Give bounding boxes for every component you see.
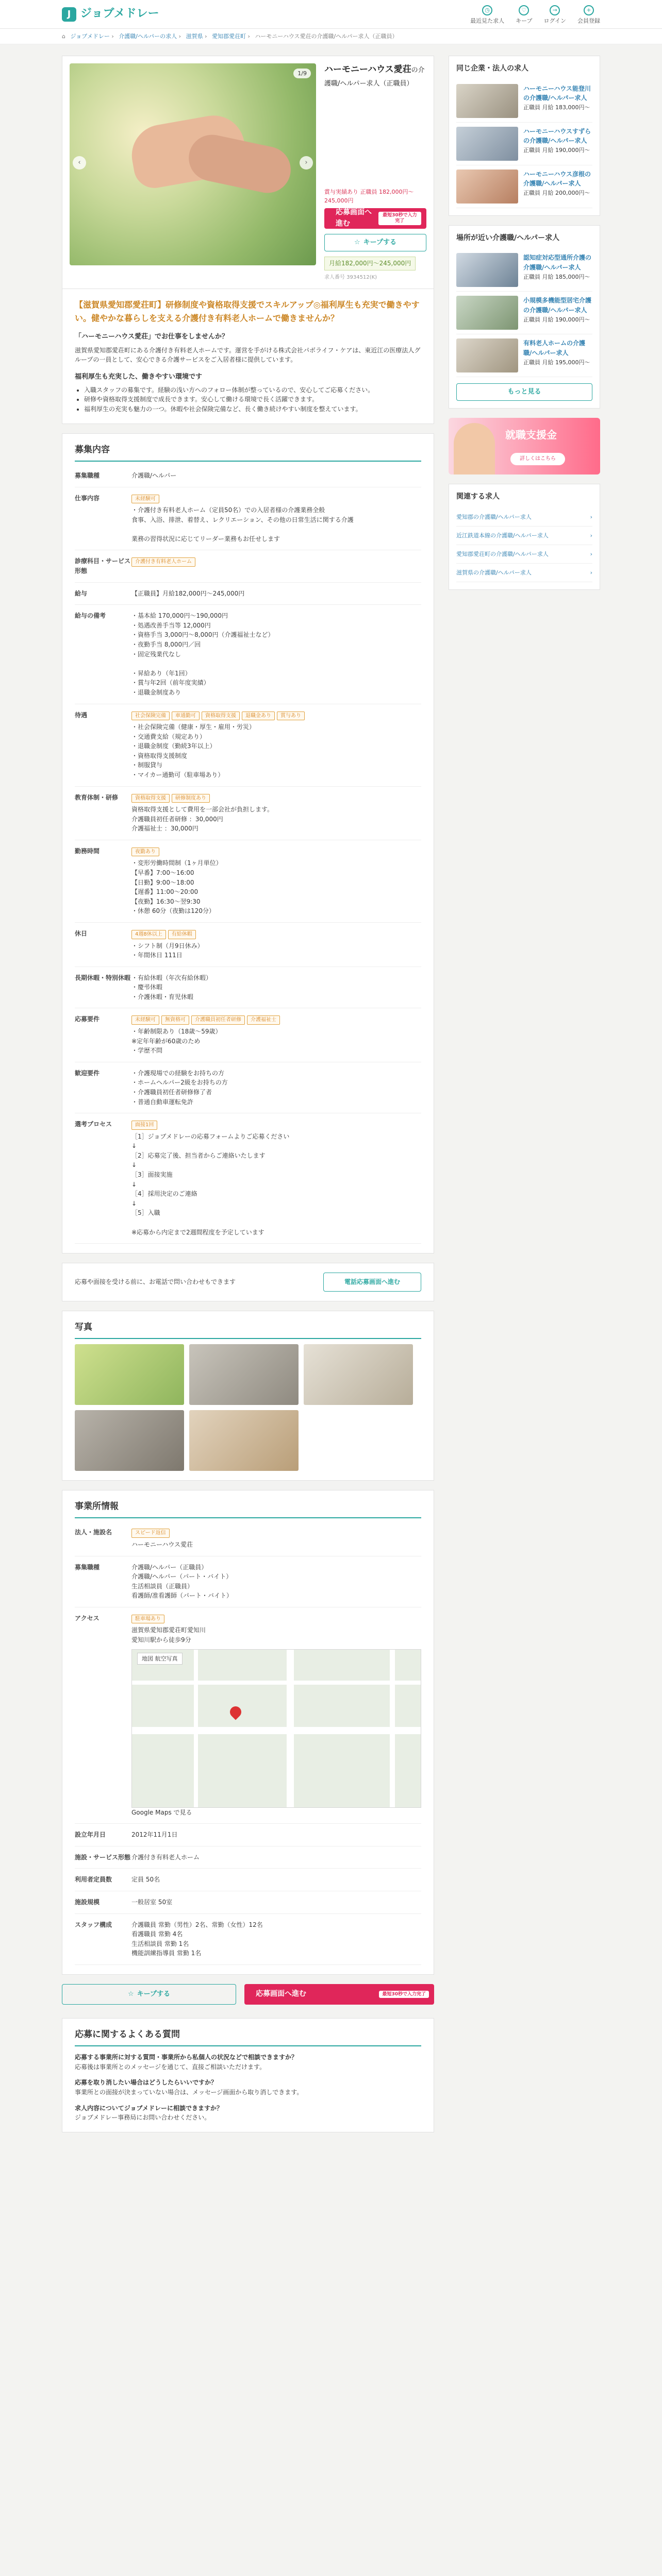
content (0, 44, 662, 2132)
access-map[interactable] (131, 1649, 421, 1808)
breadcrumb-item[interactable]: 愛知郡愛荘町 (211, 33, 246, 40)
related-link-label: 近江鉄道本線の介護職/ヘルパー求人 (456, 532, 549, 539)
recruit-row-text: ・基本給 170,000円〜190,000円 ・処遇改善手当等 12,000円 ・資格手当 3,000円〜8,000円（介護福祉士など） ・夜勤手当 8,000円／回 ・固定残業代なし ・昇給あり（年1回） ・賞与年2回（前年度実績） ・退職金制度あり (131, 612, 274, 697)
recruit-row-value (131, 793, 421, 834)
clock-icon: ◷ (482, 5, 492, 15)
logo-text: ジョブメドレー (80, 7, 159, 21)
map-type-toggle[interactable]: 地図 航空写真 (137, 1653, 183, 1665)
faq-section (62, 2018, 434, 2132)
user-icon: + (584, 5, 594, 15)
faq-answer: 事業所との面接が決まっていない場合は、メッセージ画面から取り消しできます。 (75, 2089, 303, 2096)
section-title: 募集内容 (75, 443, 421, 462)
office-row-text: 介護付き有料老人ホーム (131, 1853, 200, 1861)
feature-tag: 賞与あり (277, 711, 305, 721)
recruit-row-label: 勤務時間 (75, 847, 100, 855)
nav-keep[interactable] (516, 5, 532, 25)
nav-register[interactable] (577, 5, 600, 25)
faq-answer: 応募後は事業所とのメッセージを通じて、直接ご相談いただけます。 (75, 2063, 266, 2071)
side-job-item[interactable] (456, 292, 592, 334)
phone-apply-button[interactable]: 電話応募画面へ進む (323, 1273, 421, 1292)
feature-tag: 社会保険完備 (131, 711, 170, 721)
intro-bullet: • 研修や資格取得支援制度で成長できます。安心して働ける環境で長く活躍できます。 (84, 395, 421, 404)
recruit-row-label: 給与の備考 (75, 612, 106, 620)
keep-button-label: キープする (137, 1990, 170, 1998)
office-row-label: 設立年月日 (75, 1831, 106, 1839)
side-job-text (523, 170, 592, 204)
photo-thumbnail[interactable] (189, 1344, 299, 1405)
side-job-title[interactable]: 小規模多機能型居宅介護の介護職/ヘルパー求人 (523, 297, 592, 314)
nav-login-label: ログイン (543, 18, 566, 24)
section-title: 写真 (75, 1320, 421, 1339)
recruit-row-label: 選考プロセス (75, 1121, 112, 1128)
side-job-thumb (456, 84, 518, 118)
banner-title: 就職支援金 (505, 429, 557, 442)
salary-note: 賞与実績あり 正職員 182,000円〜245,000円 (324, 189, 414, 205)
recruit-table (75, 465, 421, 1244)
recruit-row-text: 資格取得支援として費用を一部会社が負担します。 介護職員初任者研修 ：30,000円 介護福祉士 ：30,000円 (131, 806, 274, 833)
tag-list (131, 710, 421, 723)
facility-name: ハーモニーハウス愛荘 (324, 64, 411, 75)
intro-subheading: 「ハーモニーハウス愛荘」でお仕事をしませんか？ (75, 333, 228, 341)
intro-bullet: • 福利厚生の充実も魅力の一つ。休暇や社会保険完備など、長く働き続けやすい制度を整えています。 (84, 404, 421, 414)
job-title (324, 63, 426, 90)
recruit-row-label: 給与 (75, 589, 88, 597)
office-row-label: 利用者定員数 (75, 1876, 112, 1884)
office-row (75, 1869, 421, 1891)
office-row-text: 滋賀県愛知郡愛荘町愛知川 愛知川駅から徒歩9分 (131, 1626, 206, 1644)
tag-list (131, 846, 421, 859)
photos-section (62, 1311, 434, 1481)
login-icon: → (550, 5, 560, 15)
faq-question: 応募する事業所に対する質問・事業所から私個人の状況などで相談できますか？ (75, 2054, 298, 2061)
phone-apply-bar (62, 1263, 434, 1301)
nearby-jobs (449, 225, 600, 409)
nearby-job-list (456, 249, 592, 377)
side-job-meta: 正職員 月給 195,000円〜 (523, 359, 590, 366)
photo-counter: 1/9 (293, 69, 311, 78)
side-job-item[interactable] (456, 123, 592, 165)
recruit-row-text: ［1］ジョブメドレーの応募フォームよりご応募ください ↓ ［2］応募完了後、担当者からご連絡いたします ↓ ［3］面接実施 ↓ ［4］採用決定のご連絡 ↓ ［5］入職 ※応募から内定まで2週間程度を予定しています (131, 1132, 290, 1236)
side-job-meta: 正職員 月給 190,000円〜 (523, 146, 590, 154)
same-company-jobs (449, 56, 600, 216)
office-row-label: 募集職種 (75, 1563, 100, 1571)
photo-thumbnail[interactable] (189, 1410, 299, 1471)
photo-hand (185, 130, 295, 197)
feature-tag: 無資格可 (161, 1015, 189, 1025)
recruit-row-text: ・変形労働時間制（1ヶ月単位） 【早番】7:00〜16:00 【日勤】9:00〜18:00 【遅番】11:00〜20:00 【夜勤】16:30〜翌9:30 ・休憩 60分（夜勤は120分） (131, 859, 222, 915)
office-row-text: 介護職員 常勤（男性）2名、常勤（女性）12名 看護職員 常勤 4名 生活相談員 常勤 1名 機能訓練指導員 常勤 1名 (131, 1921, 263, 1957)
keep-button[interactable] (324, 234, 426, 251)
related-link-label: 愛知郡愛荘町の介護職/ヘルパー求人 (456, 551, 549, 558)
star-icon: ☆ (127, 1990, 134, 1998)
office-row-label: 施設・サービス形態 (75, 1853, 131, 1861)
office-row-text: 2012年11月1日 (131, 1831, 178, 1839)
chevron-right-icon: › (590, 532, 592, 539)
job-intro (62, 289, 434, 423)
recruit-row-value (131, 556, 421, 575)
office-row-value (131, 1875, 421, 1885)
map-pin-icon (227, 1704, 243, 1720)
main-column (62, 56, 434, 2132)
sidebar-title: 関連する求人 (456, 493, 500, 501)
side-job-item[interactable] (456, 334, 592, 377)
home-icon[interactable]: ⌂ (62, 33, 65, 40)
side-job-title[interactable]: ハーモニーハウス彦根の介護職/ヘルパー求人 (523, 170, 591, 188)
recruit-row-text: ・有給休暇（年次有給休暇） ・慶弔休暇 ・介護休暇・育児休暇 (131, 974, 212, 1001)
recruit-row-value (131, 846, 421, 916)
side-job-title[interactable]: 有料老人ホームの介護職/ヘルパー求人 (523, 340, 586, 357)
nav-keep-label: キープ (516, 18, 533, 24)
recruit-row-label: 休日 (75, 930, 88, 938)
sidebar-title: 場所が近い介護職/ヘルパー求人 (456, 233, 560, 242)
feature-tag: 介護付き有料老人ホーム (131, 557, 195, 567)
recruit-row-label: 教育体制・研修 (75, 793, 119, 801)
office-row-value (131, 1563, 421, 1601)
side-job-thumb (456, 127, 518, 161)
side-job-meta: 正職員 月給 190,000円〜 (523, 316, 590, 323)
recruit-row (75, 1113, 421, 1244)
side-job-text (523, 338, 592, 372)
breadcrumb-current: ハーモニーハウス愛荘の介護職/ヘルパー求人（正職員） (255, 33, 398, 40)
office-row-text: 一般居室 50室 (131, 1898, 173, 1906)
office-row-value (131, 1897, 421, 1907)
sidebar-title: 同じ企業・法人の求人 (456, 64, 528, 73)
recruit-row-label: 募集職種 (75, 472, 100, 480)
side-job-meta: 正職員 月給 200,000円〜 (523, 189, 590, 196)
side-job-title[interactable]: 認知症対応型通所介護の介護職/ヘルパー求人 (523, 254, 592, 272)
recruit-row (75, 787, 421, 840)
feature-tag: 未経験可 (131, 495, 159, 504)
site-header (0, 0, 662, 29)
office-section (62, 1490, 434, 1975)
nav-login[interactable] (544, 5, 566, 25)
same-job-list (456, 80, 592, 208)
faq-question: 応募を取り消したい場合はどうしたらいいですか？ (75, 2079, 218, 2087)
apply-button[interactable] (244, 1984, 434, 2005)
recruit-row (75, 487, 421, 551)
recruit-row-value (131, 1069, 421, 1107)
office-note-tag: 駐車場あり (131, 1615, 164, 1624)
sidebar (449, 56, 600, 2132)
recruit-row (75, 840, 421, 923)
recruit-row-value (131, 929, 421, 960)
nav-recent-label: 最近見た求人 (470, 18, 505, 24)
recruit-row-label: 歓迎要件 (75, 1069, 100, 1077)
apply-button-label: 応募画面へ進む (256, 1990, 306, 1998)
feature-tag: 未経験可 (131, 1015, 159, 1025)
banner-person (454, 423, 495, 474)
recruit-row (75, 550, 421, 582)
map-road (132, 1727, 421, 1734)
map-road (132, 1681, 421, 1685)
recruit-row-label: 長期休暇・特別休暇 (75, 974, 131, 981)
google-maps-link[interactable]: Google Maps で見る (131, 1808, 192, 1816)
recruit-row-value (131, 973, 421, 1002)
photo-grid (75, 1344, 421, 1471)
office-row (75, 1914, 421, 1965)
photo-thumbnail[interactable] (304, 1344, 413, 1405)
apply-button-badge: 最短30秒で入力完了 (378, 212, 421, 225)
office-row-value (131, 1853, 421, 1862)
apply-button[interactable] (324, 208, 426, 229)
section-title: 事業所情報 (75, 1500, 421, 1518)
breadcrumb-item[interactable]: 介護職/ヘルパーの求人 (119, 33, 177, 40)
office-row (75, 1556, 421, 1607)
recruit-row-value (131, 611, 421, 697)
related-link[interactable] (456, 527, 592, 545)
recruit-row-text: 【正職員】月給182,000円〜245,000円 (131, 589, 245, 597)
office-row-text: ハーモニーハウス愛荘 (131, 1540, 193, 1548)
job-title-suffix: の介護職/ヘルパー求人（正職員） (324, 66, 425, 88)
recruit-row-label: 応募要件 (75, 1015, 100, 1023)
faq-question: 求人内容についてジョブメドレーに相談できますか？ (75, 2104, 223, 2112)
office-row-value (131, 1830, 421, 1840)
side-job-text (523, 127, 592, 161)
recruit-row-text: ・介護付き有料老人ホーム（定員50名）での入居者様の介護業務全般 食事、入浴、排泄、着替え、レクリエーション、その他の日常生活に関する介護 業務の習得状況に応じてリーダー業務もお任せします (131, 506, 354, 543)
recruit-row-value (131, 1120, 421, 1237)
related-jobs (449, 484, 600, 590)
map-road (194, 1650, 198, 1808)
feature-tag: 介護福祉士 (247, 1015, 280, 1025)
feature-tag: 有給休暇 (168, 930, 196, 939)
apply-button-label: 応募画面へ進む (336, 208, 372, 228)
recruit-row (75, 923, 421, 967)
recruit-row (75, 605, 421, 704)
feature-tag: 4週8休以上 (131, 930, 166, 939)
feature-tag: 面接1回 (131, 1121, 157, 1130)
chevron-right-icon[interactable]: › (300, 156, 313, 170)
map-road (287, 1650, 294, 1808)
related-link[interactable] (456, 508, 592, 527)
side-job-title[interactable]: ハーモニーハウスすずらの介護職/ヘルパー求人 (523, 127, 591, 145)
star-icon: ☆ (354, 239, 360, 247)
office-row (75, 1824, 421, 1846)
map-road (390, 1650, 395, 1808)
faq-answer: ジョブメドレー事務局にお問い合わせください。 (75, 2114, 211, 2122)
recruit-row (75, 967, 421, 1009)
office-row-value (131, 1528, 421, 1549)
side-job-item[interactable] (456, 249, 592, 292)
related-link-label: 滋賀県の介護職/ヘルパー求人 (456, 569, 532, 577)
feature-tag: 資格取得支援 (131, 794, 170, 803)
breadcrumb-item[interactable]: 滋賀県 (186, 33, 203, 40)
recruit-row (75, 583, 421, 605)
more-button[interactable]: もっと見る (456, 383, 592, 401)
tag-list (131, 793, 421, 805)
tag-list (131, 494, 421, 506)
tag-list (131, 929, 421, 941)
chevron-right-icon: › (590, 551, 592, 558)
office-row (75, 1607, 421, 1824)
side-job-meta: 正職員 月給 183,000円〜 (523, 104, 590, 111)
chevron-right-icon: › (590, 569, 592, 577)
intro-bullet: • 入職スタッフの募集です。経験の浅い方へのフォロー体制が整っているので、安心してご応募ください。 (84, 385, 421, 395)
recruit-row-value (131, 589, 421, 599)
apply-button-badge: 最短30秒で入力完了 (379, 1991, 429, 1998)
keep-button[interactable] (62, 1984, 236, 2005)
side-job-thumb (456, 338, 518, 372)
recruit-row-value (131, 1014, 421, 1055)
recruit-row-value (131, 710, 421, 780)
recruit-row-label: 仕事内容 (75, 494, 100, 502)
feature-tag: 研修制度あり (172, 794, 210, 803)
related-link-label: 愛知郡の介護職/ヘルパー求人 (456, 514, 532, 521)
side-job-thumb (456, 170, 518, 204)
header-nav (470, 5, 600, 25)
intro-subheading: 福利厚生も充実した、働きやすい環境です (75, 372, 203, 381)
side-job-meta: 正職員 月給 185,000円〜 (523, 273, 590, 280)
tag-list (131, 556, 421, 569)
feature-tag: 退職金あり (242, 711, 275, 721)
bottom-cta (62, 1984, 434, 2005)
nav-register-label: 会員登録 (577, 18, 600, 24)
side-job-text (523, 253, 592, 287)
salary-tag: 月給182,000円〜245,000円 (324, 257, 416, 270)
phone-apply-text: 応募や面接を受ける前に、お電話で問い合わせもできます (75, 1278, 236, 1286)
office-table (75, 1521, 421, 1965)
recruit-row-label: 診療科目・サービス形態 (75, 557, 131, 575)
heart-icon: ♡ (519, 5, 529, 15)
office-row-text: 介護職/ヘルパー（正職員） 介護職/ヘルパー（パート・バイト） 生活相談員（正職員） 看護師/准看護師（パート・バイト） (131, 1563, 233, 1600)
recruit-row (75, 1062, 421, 1113)
office-row-label: スタッフ構成 (75, 1921, 112, 1928)
office-row (75, 1846, 421, 1869)
breadcrumb: ⌂ ジョブメドレー › 介護職/ヘルパーの求人 › 滋賀県 › 愛知郡愛荘町 › ハーモニーハウス愛荘の介護職/ヘルパー求人（正職員） (0, 29, 662, 44)
site-logo[interactable] (62, 5, 159, 23)
side-job-item[interactable] (456, 165, 592, 208)
breadcrumb-item[interactable]: ジョブメドレー (70, 33, 110, 40)
feature-tag: 介護職員初任者研修 (191, 1015, 245, 1025)
recruit-row (75, 465, 421, 487)
office-row (75, 1521, 421, 1556)
recruit-row-text: ・年齢制限あり（18歳〜59歳） ※定年年齢が60歳のため ・学歴不問 (131, 1027, 222, 1055)
side-job-thumb (456, 253, 518, 287)
logo-icon: J (62, 7, 76, 22)
recruit-row-text: ・介護現場での経験をお持ちの方 ・ホームヘルパー2級をお持ちの方 ・介護職員初任者研修修了者 ・普通自動車運転免許 (131, 1069, 228, 1106)
office-row-label: アクセス (75, 1614, 100, 1622)
recruit-row-value (131, 471, 421, 481)
job-headline: 【滋賀県愛知郡愛荘町】研修制度や資格取得支援でスキルアップ◎福利厚生も充実で働きやすい。健やかな暮らしを支える介護付き有料老人ホームで働きませんか？ (75, 300, 420, 323)
keep-button-label: キープする (363, 239, 396, 247)
recruit-row-text: ・シフト制（月9日休み） ・年間休日 111日 (131, 942, 204, 959)
side-job-title[interactable]: ハーモニーハウス能登川の介護職/ヘルパー求人 (523, 84, 591, 102)
side-job-text (523, 296, 592, 330)
recruit-row-value (131, 494, 421, 544)
chevron-left-icon[interactable]: ‹ (73, 156, 86, 170)
nav-recent[interactable] (470, 5, 504, 25)
related-link[interactable] (456, 564, 592, 582)
recruit-row-text: ・社会保険完備（健康・厚生・雇用・労災） ・交通費支給（規定あり） ・退職金制度（勤続3年以上） ・資格取得支援制度 ・制服貸与 ・マイカー通勤可（駐車場あり） (131, 723, 256, 779)
photo-thumbnail[interactable] (75, 1410, 184, 1471)
office-row (75, 1891, 421, 1914)
job-summary-info (324, 63, 426, 281)
office-row-text: 定員 50名 (131, 1876, 160, 1884)
tag-list (131, 1120, 421, 1132)
photo-thumbnail[interactable] (75, 1344, 184, 1405)
banner-button[interactable]: 詳しくはこちら (510, 453, 565, 465)
feature-tag: 資格取得支援 (202, 711, 240, 721)
office-row-label: 法人・施設名 (75, 1529, 112, 1536)
intro-bullets (84, 385, 421, 414)
office-note-tag: スピード返信 (131, 1529, 170, 1538)
feature-tag: 夜勤あり (131, 848, 159, 857)
related-link[interactable] (456, 545, 592, 564)
job-number: 求人番号 3934512(K) (324, 274, 377, 280)
side-job-thumb (456, 296, 518, 330)
recruit-section (62, 433, 434, 1254)
feature-tag: 車通勤可 (172, 711, 200, 721)
job-photo-carousel[interactable] (70, 63, 316, 265)
office-row-value (131, 1920, 421, 1958)
job-summary-card (62, 56, 434, 289)
tag-list (131, 1014, 421, 1027)
recruit-row-label: 待遇 (75, 711, 88, 719)
recruit-row-text: 介護職/ヘルパー (131, 472, 177, 480)
side-job-item[interactable] (456, 80, 592, 123)
side-job-text (523, 84, 592, 118)
office-row-label: 施設規模 (75, 1898, 100, 1906)
recruit-row (75, 704, 421, 787)
chevron-right-icon: › (590, 514, 592, 521)
intro-body: 滋賀県愛知郡愛荘町にある介護付き有料老人ホームです。運営を手がける株式会社パボライフ・ケアは、東近江の医療法人グループの一員として、安心できる介護サービスをご入居者様に提供しています。 (75, 346, 421, 364)
support-banner[interactable] (449, 418, 600, 474)
section-title: 応募に関するよくある質問 (75, 2028, 421, 2046)
office-row-value (131, 1614, 421, 1817)
recruit-row (75, 1008, 421, 1062)
